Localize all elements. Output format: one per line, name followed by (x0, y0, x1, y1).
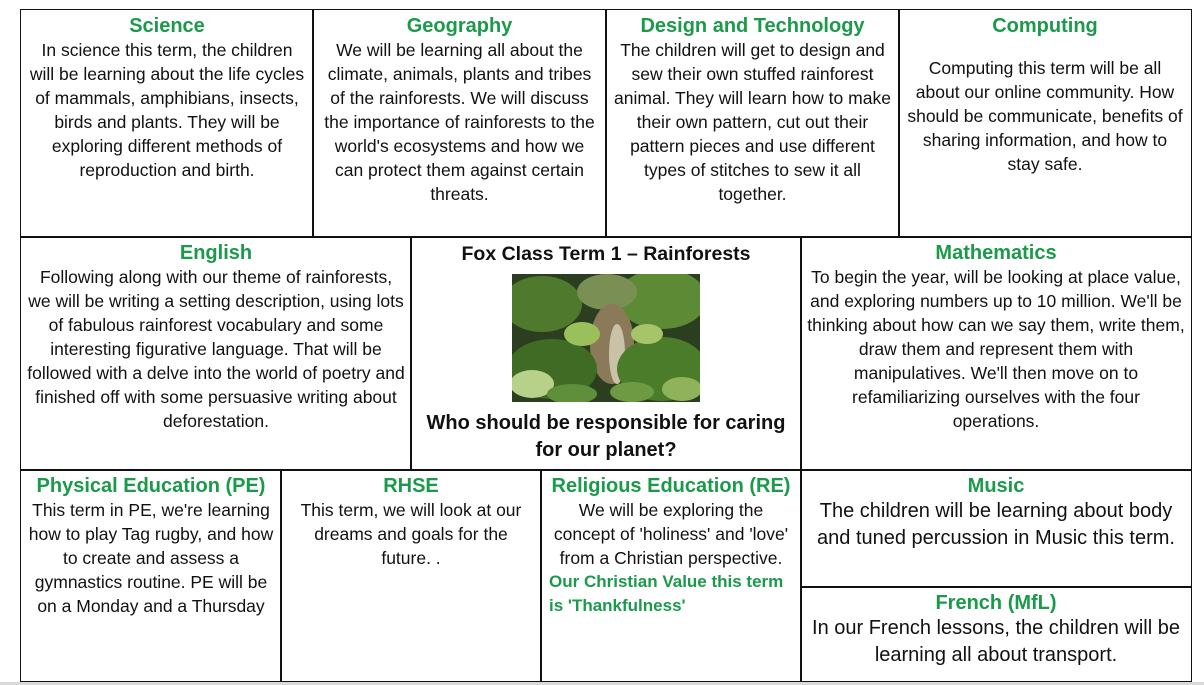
english-heading: English (179, 242, 253, 264)
rainforest-image (512, 274, 700, 402)
rhse-text: This term, we will look at our dreams and goals for the future. . (300, 500, 522, 568)
mathematics-text: To begin the year, will be looking at place value, and exploring numbers up to 10 million. We'll be thinking about how can we say them, write them, draw them and represent them with manipulatives. We'll then move on to refamiliarizing ourselves with the four operations. (807, 267, 1185, 431)
re-box (540, 469, 802, 682)
science-heading: Science (129, 15, 205, 37)
science-box (20, 9, 314, 238)
rainforest-photo (512, 274, 700, 402)
music-text: The children will be learning about body and tuned percussion in Music this term. (817, 500, 1175, 549)
english-box (20, 236, 412, 471)
pe-box (20, 469, 282, 682)
mathematics-heading: Mathematics (935, 242, 1057, 264)
rhse-box (280, 469, 542, 682)
science-text: In science this term, the children will be learning about the life cycles of mammals, amphibians, insects, birds and plants. They will be exploring different methods of reproduction and birth. (29, 40, 305, 180)
english-text: Following along with our theme of rainforests, we will be writing a setting description, using lots of fabulous rainforest vocabulary and some interesting figurative language. That will be followed with a delve into the world of poetry and finished off with some persuasive writing about deforestation. (27, 267, 405, 431)
topic-web-grid (20, 9, 1192, 682)
music-heading: Music (967, 475, 1025, 497)
center-topic-box (410, 236, 802, 471)
computing-heading: Computing (992, 15, 1098, 37)
design-technology-heading: Design and Technology (640, 15, 865, 37)
rhse-heading: RHSE (383, 475, 439, 497)
big-question: Who should be responsible for caring for our planet? (426, 412, 786, 461)
music-box (800, 469, 1192, 588)
french-heading: French (MfL) (935, 592, 1057, 614)
design-technology-box (605, 9, 900, 238)
computing-box (898, 9, 1192, 238)
french-box (800, 586, 1192, 682)
computing-text: Computing this term will be all about our online community. How should be communicate, benefits of sharing information, and how to stay safe. (907, 58, 1183, 174)
pe-heading: Physical Education (PE) (36, 475, 266, 497)
christian-value-text: Our Christian Value this term is 'Thankfulness' (549, 572, 784, 615)
geography-text: We will be learning all about the climate, animals, plants and tribes of the rainforests. We will discuss the importance of rainforests to the world's ecosystems and how we can protect them against certain threats. (324, 40, 595, 204)
mathematics-box (800, 236, 1192, 471)
geography-heading: Geography (406, 15, 513, 37)
geography-box (312, 9, 607, 238)
re-heading: Religious Education (RE) (551, 475, 791, 497)
page-title: Fox Class Term 1 – Rainforests (461, 243, 751, 265)
french-text: In our French lessons, the children will be learning all about transport. (812, 617, 1180, 666)
re-text: We will be exploring the concept of 'holiness' and 'love' from a Christian perspective. (553, 500, 789, 568)
pe-text: This term in PE, we're learning how to play Tag rugby, and how to create and assess a gymnastics routine. PE will be on a Monday and a Thursday (28, 500, 274, 616)
design-technology-text: The children will get to design and sew their own stuffed rainforest animal. They will learn how to make their own pattern, cut out their pattern pieces and use different types of stitches to sew it all together. (614, 40, 891, 204)
